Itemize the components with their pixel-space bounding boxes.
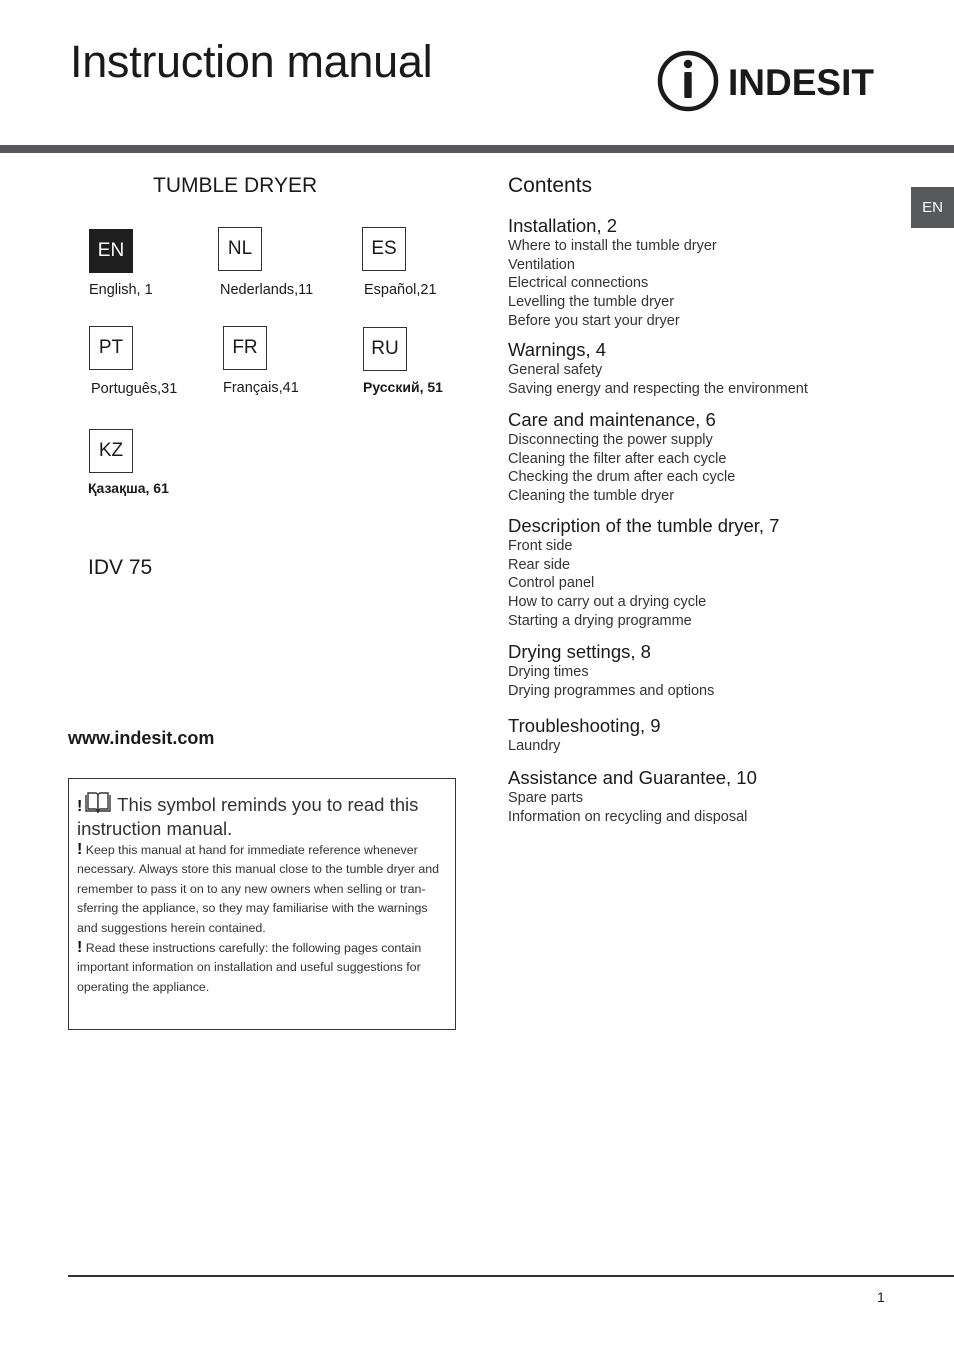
toc-heading[interactable]: Drying settings, 8 <box>508 641 651 662</box>
book-icon <box>84 791 112 818</box>
toc-item[interactable]: Levelling the tumble dryer <box>508 294 675 311</box>
lang-label-kz[interactable]: Қазақша, 61 <box>88 480 169 496</box>
toc-item[interactable]: Ventilation <box>508 256 575 273</box>
brand-logo <box>656 50 896 112</box>
notice-text: Keep this manual at hand for immediate reference whenever necessary. Always store this manual close to the tumble dryer and remember to pass it on to any new owners when selling or tran-sferring the appliance, so they may familiarise with the warnings and suggestions herein contained. <box>77 843 440 935</box>
notice-paragraph-2 <box>77 938 449 997</box>
toc-item[interactable]: How to carry out a drying cycle <box>508 594 707 611</box>
toc-item[interactable]: Control panel <box>508 575 595 592</box>
notice-paragraph-1 <box>77 840 449 938</box>
lang-label-fr[interactable]: Français,41 <box>223 380 299 396</box>
warning-mark: ! <box>77 841 83 858</box>
lang-button-pt[interactable]: PT <box>89 326 133 370</box>
warning-mark: ! <box>77 798 83 815</box>
footer-divider <box>68 1275 954 1277</box>
contents-title: Contents <box>508 174 593 197</box>
notice-heading <box>77 791 449 840</box>
toc-item[interactable]: Laundry <box>508 738 561 754</box>
toc-heading[interactable]: Troubleshooting, 9 <box>508 715 661 736</box>
lang-label-es[interactable]: Español,21 <box>364 282 437 298</box>
toc-item[interactable]: Electrical connections <box>508 275 649 292</box>
product-type: TUMBLE DRYER <box>153 174 318 197</box>
lang-label-ru[interactable]: Русский, 51 <box>363 379 443 395</box>
toc-section-installation <box>508 215 908 331</box>
header-divider <box>0 145 954 153</box>
page-title: Instruction manual <box>70 36 433 87</box>
lang-button-es[interactable]: ES <box>362 227 406 271</box>
warning-mark: ! <box>77 939 83 956</box>
brand-name: INDESIT <box>728 62 874 103</box>
toc-item[interactable]: Cleaning the tumble dryer <box>508 488 675 505</box>
toc-section-care <box>508 409 908 506</box>
toc-item[interactable]: Disconnecting the power supply <box>508 432 713 448</box>
toc-heading[interactable]: Care and maintenance, 6 <box>508 409 716 430</box>
language-side-tab[interactable]: EN <box>911 187 954 228</box>
toc-item[interactable]: General safety <box>508 362 603 378</box>
toc-section-warnings <box>508 339 908 398</box>
lang-button-nl[interactable]: NL <box>218 227 262 271</box>
toc-item[interactable]: Rear side <box>508 556 571 573</box>
toc-item[interactable]: Spare parts <box>508 790 583 806</box>
lang-button-kz[interactable]: KZ <box>89 429 133 473</box>
toc-item[interactable]: Cleaning the filter after each cycle <box>508 450 727 467</box>
lang-label-nl[interactable]: Nederlands,11 <box>220 282 314 298</box>
lang-label-pt[interactable]: Português,31 <box>91 381 178 397</box>
lang-button-ru[interactable]: RU <box>363 327 407 371</box>
toc-section-drying-settings <box>508 641 908 700</box>
toc-section-assistance <box>508 767 908 826</box>
model-number: IDV 75 <box>88 556 153 579</box>
toc-item[interactable]: Drying programmes and options <box>508 682 715 699</box>
indesit-logo-icon <box>656 50 896 112</box>
toc-item[interactable]: Starting a drying programme <box>508 612 692 629</box>
toc-heading[interactable]: Warnings, 4 <box>508 339 607 360</box>
toc-item[interactable]: Before you start your dryer <box>508 312 680 329</box>
toc-item[interactable]: Saving energy and respecting the environment <box>508 380 808 397</box>
lang-button-fr[interactable]: FR <box>223 326 267 370</box>
toc-item[interactable]: Checking the drum after each cycle <box>508 469 736 486</box>
toc-heading[interactable]: Assistance and Guarantee, 10 <box>508 767 757 788</box>
page-number: 1 <box>877 1289 885 1305</box>
toc-item[interactable]: Front side <box>508 538 573 554</box>
toc-item[interactable]: Where to install the tumble dryer <box>508 238 717 254</box>
lang-button-en[interactable]: EN <box>89 229 133 273</box>
toc-section-troubleshooting <box>508 715 908 756</box>
toc-section-description <box>508 515 908 631</box>
toc-heading[interactable]: Description of the tumble dryer, 7 <box>508 515 780 536</box>
notice-text: Read these instructions carefully: the following pages contain important information on installation and useful suggestions for operating the appliance. <box>77 941 422 994</box>
notice-heading-text: This symbol reminds you to read this instruction manual. <box>77 794 419 839</box>
toc-item[interactable]: Information on recycling and disposal <box>508 808 748 825</box>
lang-label-en[interactable]: English, 1 <box>89 282 153 298</box>
toc-item[interactable]: Drying times <box>508 664 589 680</box>
toc-heading[interactable]: Installation, 2 <box>508 215 618 236</box>
website-link[interactable]: www.indesit.com <box>68 728 215 748</box>
